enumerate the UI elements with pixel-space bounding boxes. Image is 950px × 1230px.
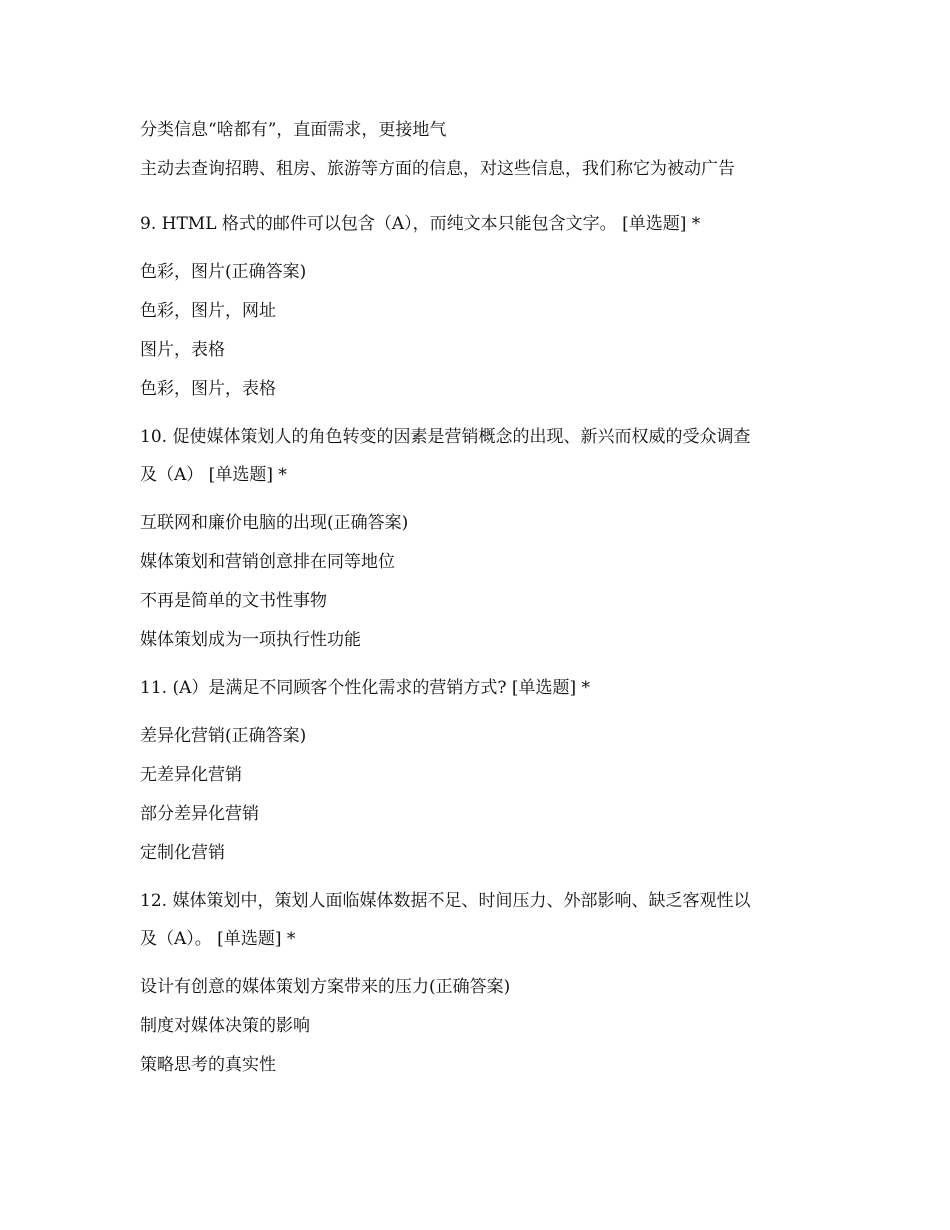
option-text: 图片，表格 (140, 340, 225, 360)
question-text: 及（A）。 [单选题] * (140, 929, 296, 949)
option-text: 设计有创意的媒体策划方案带来的压力(正确答案) (140, 977, 511, 997)
option-text: 色彩，图片，网址 (140, 301, 276, 321)
question-9 (140, 205, 820, 243)
question-text: 10. 促使媒体策划人的角色转变的因素是营销概念的出现、新兴而权威的受众调查 (140, 427, 751, 447)
question-text: 11. (A）是满足不同顾客个性化需求的营销方式? [单选题] * (140, 678, 591, 698)
option-text: 无差异化营销 (140, 765, 242, 785)
question-text: 12. 媒体策划中，策划人面临媒体数据不足、时间压力、外部影响、缺乏客观性以 (140, 891, 751, 911)
option-text: 定制化营销 (140, 843, 225, 863)
option-text: 色彩，图片，表格 (140, 379, 276, 399)
option-text: 分类信息“啥都有”，直面需求，更接地气 (140, 120, 447, 140)
option-text: 制度对媒体决策的影响 (140, 1016, 310, 1036)
option-text: 部分差异化营销 (140, 804, 259, 824)
option-text: 媒体策划成为一项执行性功能 (140, 630, 361, 650)
question-12 (140, 882, 820, 958)
option-text: 互联网和廉价电脑的出现(正确答案) (140, 513, 409, 533)
option-text: 差异化营销(正确答案) (140, 726, 307, 746)
question-10 (140, 418, 820, 494)
option-text: 媒体策划和营销创意排在同等地位 (140, 552, 395, 572)
option-text: 主动去查询招聘、租房、旅游等方面的信息，对这些信息，我们称它为被动广告 (140, 159, 735, 179)
question-text: 及（A） [单选题] * (140, 465, 287, 485)
option-text: 色彩，图片(正确答案) (140, 262, 307, 282)
question-11 (140, 669, 820, 707)
document-page (140, 116, 820, 1090)
option-text: 不再是简单的文书性事物 (140, 591, 327, 611)
question-text: 9. HTML 格式的邮件可以包含（A），而纯文本只能包含文字。 [单选题] * (140, 214, 701, 234)
option-text: 策略思考的真实性 (140, 1055, 276, 1075)
